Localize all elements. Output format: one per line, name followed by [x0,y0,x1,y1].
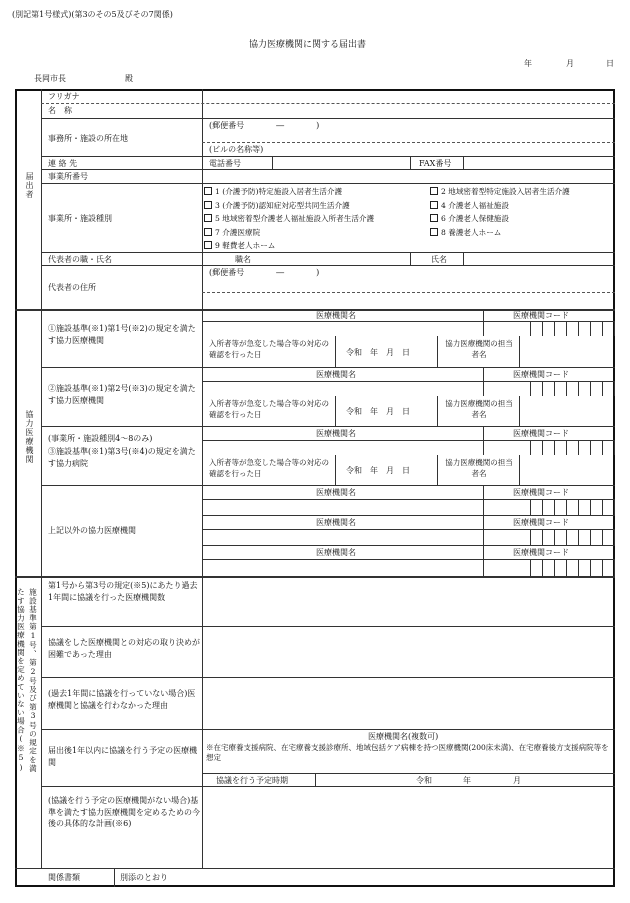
date-day: 日 [606,59,614,68]
code-boxes[interactable] [519,440,615,455]
q2-label: 協議をした医療機関との対応の取り決めが困難であった理由 [48,638,200,659]
building-name: (ビルの名称等) [209,145,264,154]
section-divider [15,868,615,869]
label-column-line [41,89,42,868]
q3-label: (過去1年間に協議を行っていない場合)医療機関と協議を行わなかった理由 [48,689,196,710]
form-number: (別記第1号様式)(第3のその5及びその7関係) [12,10,173,19]
rep-address-label: 代表者の住所 [48,283,96,292]
inst-code-header: 医療機関コード [513,370,569,379]
coop-row-3-label: ③施設基準(※1)第3号(※4)の規定を満たす協力病院 [48,447,196,468]
inst-name-header: 医療機関名 [316,311,356,320]
schedule-label: 協議を行う予定時期 [216,776,288,785]
code-boxes[interactable] [519,529,615,545]
inst-name-header: 医療機関名 [316,429,356,438]
name-label: 名 称 [48,106,72,115]
type-checkbox-7[interactable]: 7 介護医療院 [204,227,260,238]
type-checkbox-1[interactable]: 1 (介護予防)特定施設入居者生活介護 [204,186,342,197]
confirm-date-label: 入所者等が急変した場合等の対応の確認を行った日 [209,339,329,359]
schedule-year[interactable]: 年 [463,776,471,785]
code-boxes[interactable] [519,381,615,396]
inst-name-header: 医療機関名 [316,370,356,379]
type-checkbox-3[interactable]: 3 (介護予防)認知症対応型共同生活介護 [204,200,350,211]
q4-label: 届出後1年以内に協議を行う予定の医療機関 [48,746,198,767]
inst-name-header: 医療機関名 [316,488,356,497]
section-coop-label: 協力医療機関 [25,410,34,464]
section-undefined-label-b: たす協力医療機関を定めていない場合(※5) [16,588,26,773]
postal-code: (郵便番号 ― ) [209,121,320,130]
dashed-line [41,103,615,104]
type-checkbox-9[interactable]: 9 軽費老人ホーム [204,240,275,251]
inst-name-header: 医療機関名 [316,518,356,527]
coop-row-2-label: ②施設基準(※1)第2号(※3)の規定を満たす協力医療機関 [48,384,196,405]
inst-code-header: 医療機関コード [513,429,569,438]
section-undefined-label-a: 施設基準第1号、第2号及び第3号の規定を満 [28,588,38,773]
confirm-date-value[interactable]: 令和 年 月 日 [346,348,410,357]
schedule-month[interactable]: 月 [513,776,521,785]
section-notifier-label: 届出者 [25,172,34,199]
staff-label: 協力医療機関の担当者名 [445,399,513,419]
furigana-label: フリガナ [48,92,80,101]
staff-label: 協力医療機関の担当者名 [445,458,513,478]
contact-label: 連 絡 先 [48,159,78,168]
type-checkbox-2[interactable]: 2 地域密着型特定施設入居者生活介護 [430,186,570,197]
confirm-date-value[interactable]: 令和 年 月 日 [346,466,410,475]
rep-postal-code: (郵便番号 ― ) [209,268,320,277]
section-divider [15,576,615,578]
post-label: 職名 [235,255,251,264]
docs-value: 別添のとおり [120,873,168,882]
inst-multi-header: 医療機関名(複数可) [368,732,439,741]
facility-type-label: 事業所・施設種別 [48,214,112,223]
type-checkbox-8[interactable]: 8 養護老人ホーム [430,227,501,238]
fax-label: FAX番号 [419,159,452,168]
schedule-era[interactable]: 令和 [416,776,432,785]
coop-row-1-label: ①施設基準(※1)第1号(※2)の規定を満たす協力医療機関 [48,324,196,345]
date-month: 月 [566,59,574,68]
type-checkbox-5[interactable]: 5 地域密着型介護老人福祉施設入所者生活介護 [204,213,374,224]
addressee: 長岡市長 [34,74,66,83]
inst-name-header: 医療機関名 [316,548,356,557]
office-number-label: 事業所番号 [48,172,88,181]
inst-code-header: 医療機関コード [513,548,569,557]
inst-note: ※在宅療養支援病院、在宅療養支援診療所、地域包括ケア病棟を持つ医療機関(200床未満)、在宅療養後方支援病院等を想定 [206,743,609,763]
coop-row-3-note: (事業所・施設種別4～8のみ) [48,434,153,443]
address-label: 事務所・施設の所在地 [48,134,128,143]
coop-other-label: 上記以外の協力医療機関 [48,526,136,535]
code-boxes[interactable] [519,559,615,576]
confirm-date-label: 入所者等が急変した場合等の対応の確認を行った日 [209,458,329,478]
type-checkbox-6[interactable]: 6 介護老人保健施設 [430,213,509,224]
inst-code-header: 医療機関コード [513,311,569,320]
document-title: 協力医療機関に関する届出書 [249,40,367,50]
code-boxes[interactable] [519,499,615,515]
q1-label: 第1号から第3号の規定(※5)にあたり過去1年間に協議を行った医療機関数 [48,581,198,602]
column-line [202,89,203,309]
representative-label: 代表者の職・氏名 [48,255,112,264]
honorific: 殿 [125,74,133,83]
inst-code-header: 医療機関コード [513,488,569,497]
confirm-date-label: 入所者等が急変した場合等の対応の確認を行った日 [209,399,329,419]
phone-label: 電話番号 [209,159,241,168]
code-boxes[interactable] [519,321,615,336]
docs-label: 関係書類 [48,873,80,882]
date-year: 年 [524,59,532,68]
confirm-date-value[interactable]: 令和 年 月 日 [346,407,410,416]
type-checkbox-4[interactable]: 4 介護老人福祉施設 [430,200,509,211]
staff-label: 協力医療機関の担当者名 [445,339,513,359]
q5-label: (協議を行う予定の医療機関がない場合)基準を満たす協力医療機関を定めるための今後の具体的な計画(※6) [48,796,200,829]
inst-code-header: 医療機関コード [513,518,569,527]
person-name-label: 氏名 [431,255,447,264]
